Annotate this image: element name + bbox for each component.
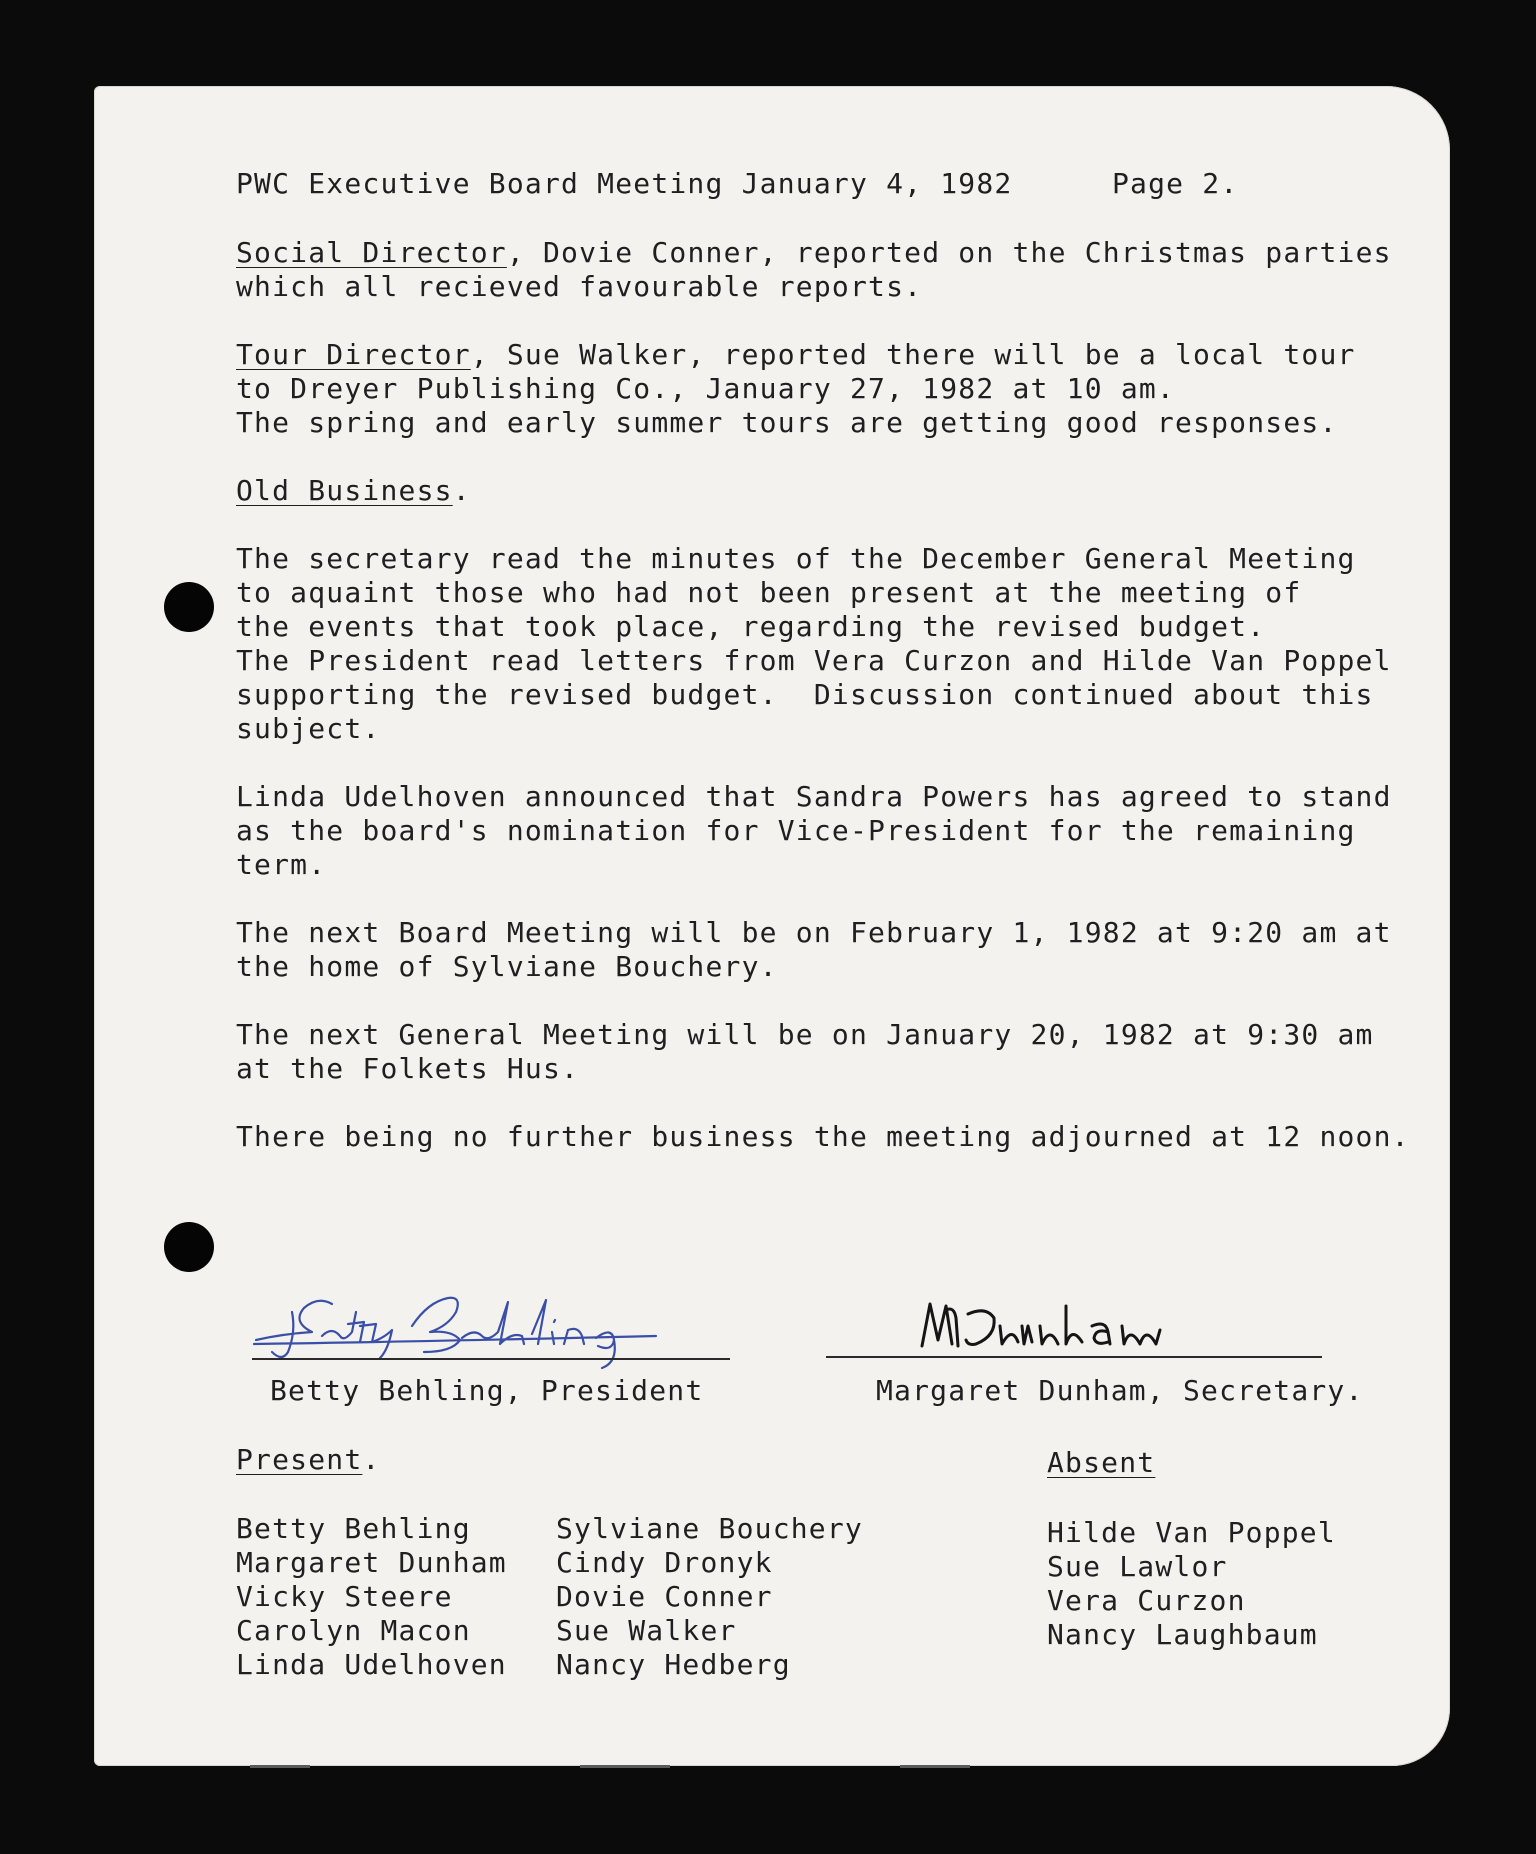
secretary-caption: Margaret Dunham, Secretary. bbox=[876, 1374, 1364, 1407]
nomination-line: Linda Udelhoven announced that Sandra Powers has agreed to stand bbox=[236, 780, 1392, 813]
minutes-line: to aquaint those who had not been present at the meeting of bbox=[236, 576, 1302, 609]
binder-hole-bottom bbox=[164, 1222, 214, 1272]
general-meeting-line: The next General Meeting will be on January 20, 1982 at 9:30 am bbox=[236, 1018, 1374, 1051]
social-director-line-1: Social Director, Dovie Conner, reported on the Christmas parties bbox=[236, 236, 1392, 269]
scan-edge-mark bbox=[250, 1765, 310, 1768]
tour-director-line-1: Tour Director, Sue Walker, reported there will be a local tour bbox=[236, 338, 1356, 371]
present-name: Sue Walker bbox=[556, 1614, 737, 1647]
old-business-heading: Old Business. bbox=[236, 474, 471, 507]
adjourn-line: There being no further business the meeting adjourned at 12 noon. bbox=[236, 1120, 1410, 1153]
present-name: Nancy Hedberg bbox=[556, 1648, 791, 1681]
present-heading: Present. bbox=[236, 1443, 381, 1476]
present-name: Vicky Steere bbox=[236, 1580, 453, 1613]
nomination-line: as the board's nomination for Vice-President for the remaining bbox=[236, 814, 1356, 847]
present-name: Dovie Conner bbox=[556, 1580, 773, 1613]
president-caption: Betty Behling, President bbox=[270, 1374, 704, 1407]
present-name: Betty Behling bbox=[236, 1512, 471, 1545]
minutes-line: The President read letters from Vera Curzon and Hilde Van Poppel bbox=[236, 644, 1392, 677]
secretary-signature-line bbox=[826, 1356, 1322, 1358]
absent-heading: Absent bbox=[1047, 1446, 1156, 1479]
tour-director-heading: Tour Director bbox=[236, 338, 471, 371]
present-name: Cindy Dronyk bbox=[556, 1546, 773, 1579]
binder-hole-top bbox=[164, 582, 214, 632]
absent-name: Vera Curzon bbox=[1047, 1584, 1246, 1617]
absent-name: Nancy Laughbaum bbox=[1047, 1618, 1318, 1651]
tour-director-line-3: The spring and early summer tours are getting good responses. bbox=[236, 406, 1338, 439]
minutes-line: The secretary read the minutes of the December General Meeting bbox=[236, 542, 1356, 575]
minutes-line: supporting the revised budget. Discussion continued about this bbox=[236, 678, 1374, 711]
secretary-signature bbox=[916, 1296, 1236, 1360]
general-meeting-line: at the Folkets Hus. bbox=[236, 1052, 580, 1085]
present-name: Sylviane Bouchery bbox=[556, 1512, 863, 1545]
board-meeting-line: The next Board Meeting will be on February 1, 1982 at 9:20 am at bbox=[236, 916, 1392, 949]
absent-name: Sue Lawlor bbox=[1047, 1550, 1228, 1583]
page-number: Page 2. bbox=[1112, 167, 1239, 200]
nomination-line: term. bbox=[236, 848, 327, 881]
scan-edge-mark bbox=[900, 1765, 970, 1768]
president-signature-line bbox=[252, 1358, 730, 1360]
present-name: Linda Udelhoven bbox=[236, 1648, 507, 1681]
social-director-line-2: which all recieved favourable reports. bbox=[236, 270, 923, 303]
present-name: Carolyn Macon bbox=[236, 1614, 471, 1647]
board-meeting-line: the home of Sylviane Bouchery. bbox=[236, 950, 778, 983]
social-director-heading: Social Director bbox=[236, 236, 507, 269]
absent-name: Hilde Van Poppel bbox=[1047, 1516, 1336, 1549]
present-name: Margaret Dunham bbox=[236, 1546, 507, 1579]
minutes-line: the events that took place, regarding the revised budget. bbox=[236, 610, 1266, 643]
scan-edge-mark bbox=[580, 1765, 670, 1768]
minutes-line: subject. bbox=[236, 712, 381, 745]
tour-director-line-2: to Dreyer Publishing Co., January 27, 1982 at 10 am. bbox=[236, 372, 1175, 405]
page-title: PWC Executive Board Meeting January 4, 1982 bbox=[236, 167, 1013, 200]
